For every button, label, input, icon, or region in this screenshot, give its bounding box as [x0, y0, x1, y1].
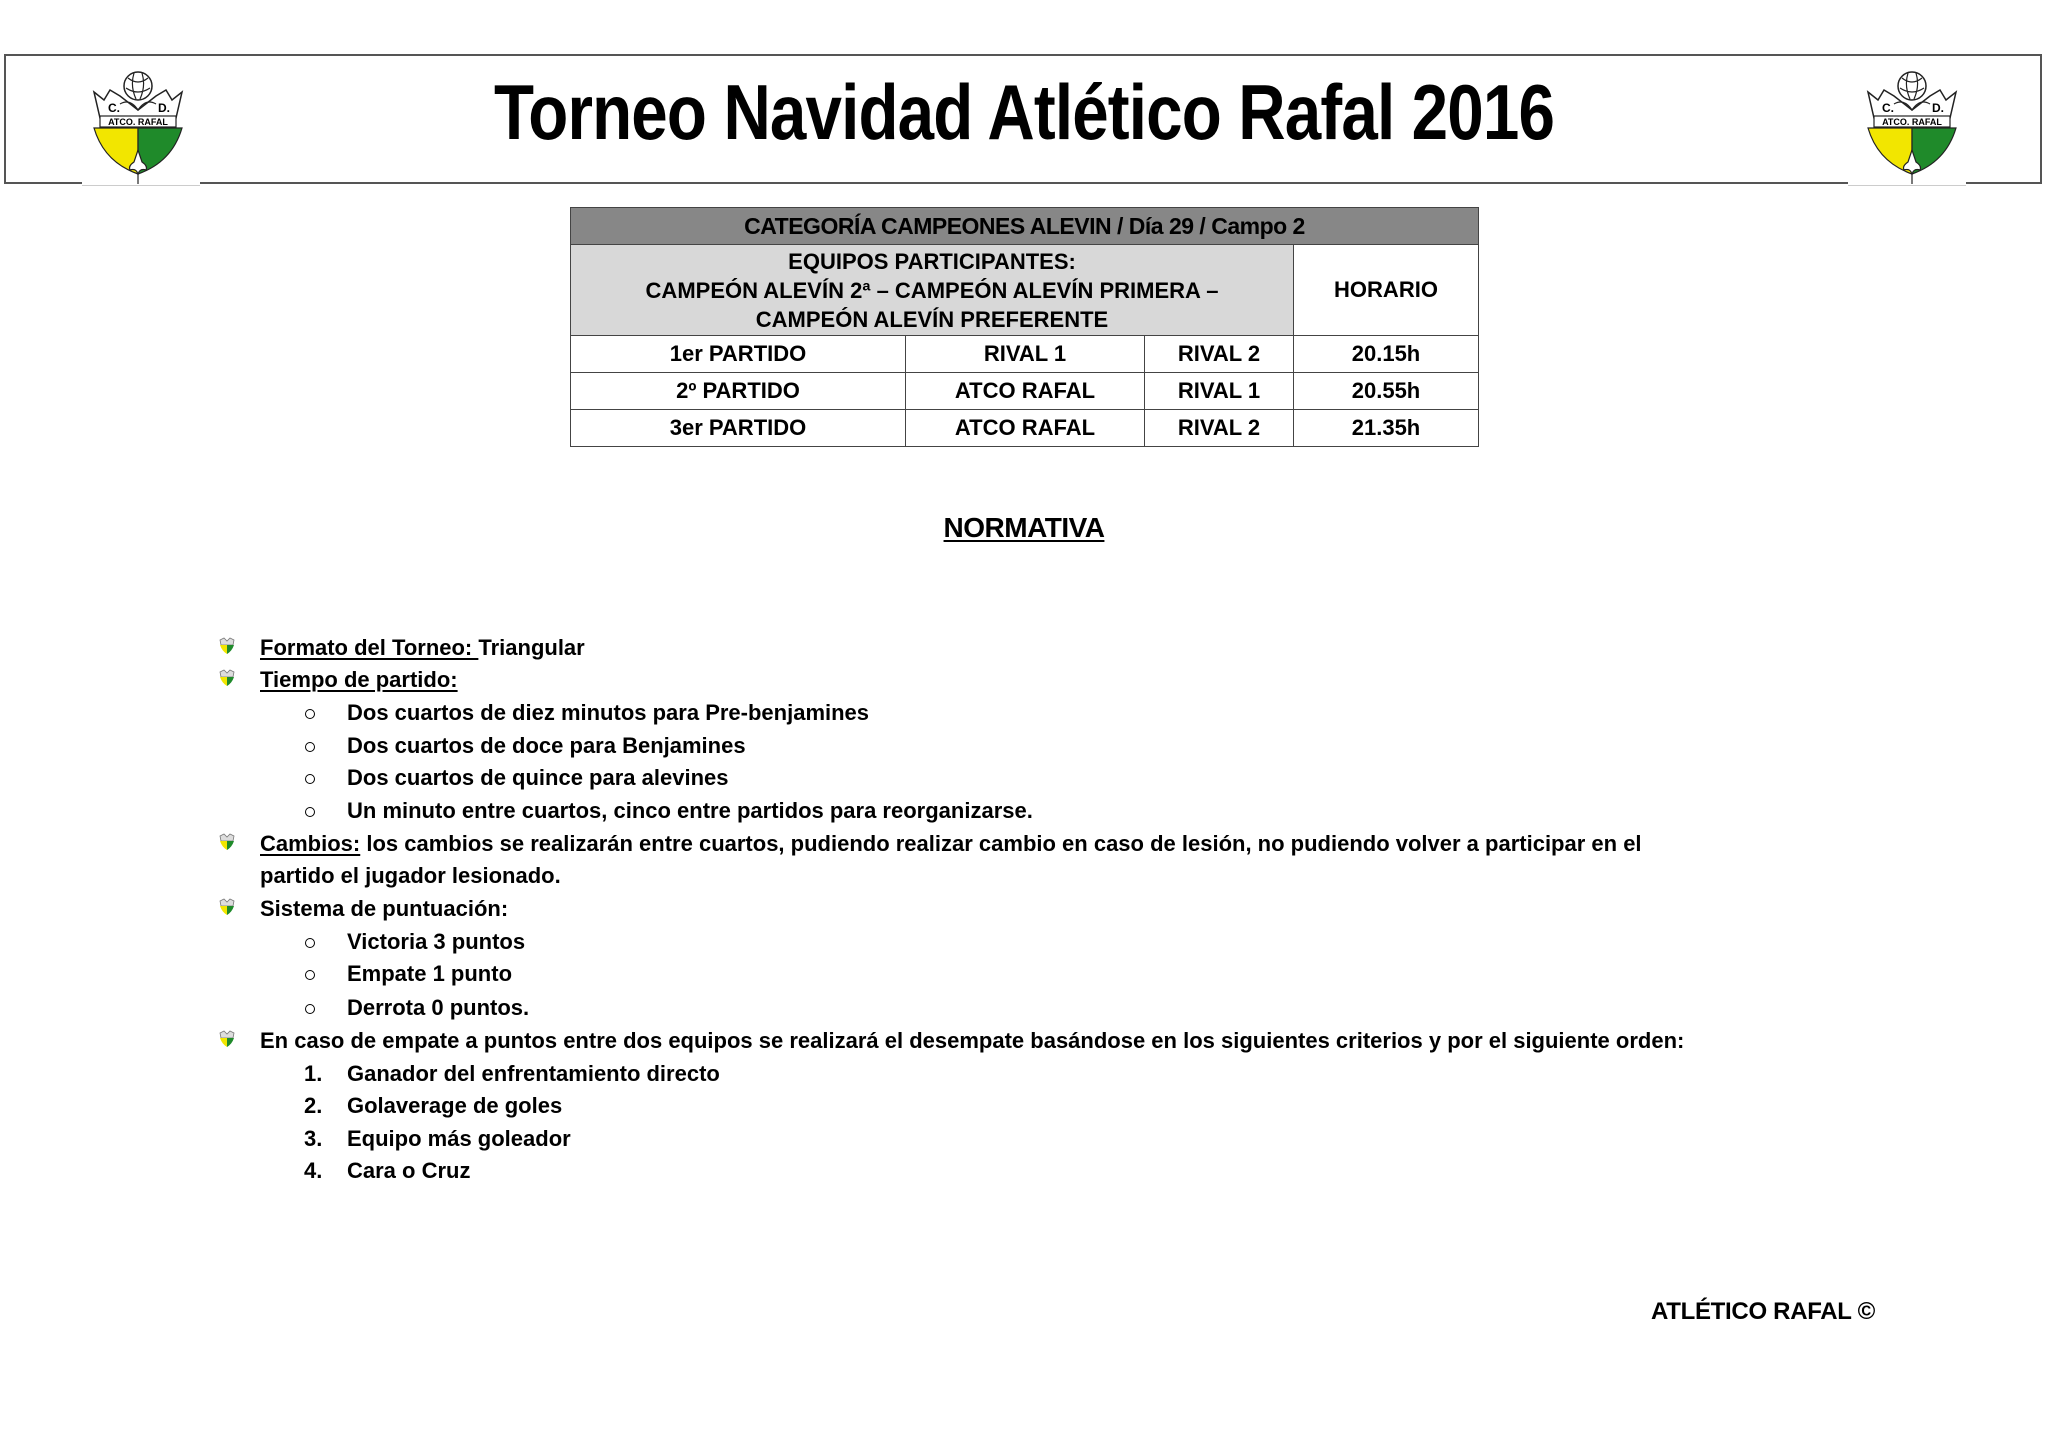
rules-heading-text: NORMATIVA: [943, 512, 1105, 543]
tiebreak-item: Cara o Cruz: [347, 1158, 471, 1183]
teams-row: [571, 245, 1479, 336]
time-item: Dos cuartos de quince para alevines: [347, 765, 729, 790]
match-label: 3er PARTIDO: [571, 410, 906, 447]
scoring-item: Derrota 0 puntos.: [347, 995, 530, 1020]
category-header-row: [571, 208, 1479, 245]
tiebreak-number: 3.: [304, 1126, 323, 1151]
rule-format: [260, 635, 585, 661]
circle-bullet-icon: [305, 709, 315, 719]
teams-cell: [571, 245, 1294, 336]
svg-text:D.: D.: [1932, 101, 1944, 115]
home-team: RIVAL 1: [906, 336, 1145, 373]
circle-bullet-icon: [305, 807, 315, 817]
time-item: Dos cuartos de doce para Benjamines: [347, 733, 746, 758]
rule-changes: [260, 831, 1642, 857]
match-label: 1er PARTIDO: [571, 336, 906, 373]
tiebreak-number: 1.: [304, 1061, 323, 1086]
home-team: ATCO RAFAL: [906, 410, 1145, 447]
schedule-table: [570, 207, 1479, 447]
category-header: [571, 208, 1479, 245]
away-team: RIVAL 2: [1145, 410, 1294, 447]
rule-time-label: Tiempo de partido:: [260, 667, 458, 692]
footer-copyright: ATLÉTICO RAFAL ©: [1651, 1298, 1875, 1325]
rule-changes-label: Cambios:: [260, 831, 361, 856]
home-team: ATCO RAFAL: [906, 373, 1145, 410]
svg-text:ATCO. RAFAL: ATCO. RAFAL: [1882, 117, 1942, 127]
rules-heading: [0, 512, 2048, 544]
svg-text:C.: C.: [108, 101, 120, 115]
tiebreak-number: 4.: [304, 1158, 323, 1183]
crest-bullet-icon: [218, 668, 236, 688]
svg-text:C.: C.: [1882, 101, 1894, 115]
rule-scoring-label: Sistema de puntuación:: [260, 896, 509, 921]
rule-format-label: Formato del Torneo:: [260, 635, 479, 660]
match-time: 21.35h: [1294, 410, 1479, 447]
category-title: CATEGORÍA CAMPEONES ALEVIN / Día 29 / Campo 2: [744, 212, 1305, 239]
rule-tiebreak: En caso de empate a puntos entre dos equipos se realizará el desempate basándose en los siguientes criterios y por el siguiente orden:: [260, 1028, 1685, 1053]
circle-bullet-icon: [305, 970, 315, 980]
rule-changes-text: los cambios se realizarán entre cuartos, pudiendo realizar cambio en caso de lesión, no pudiendo volver a participar en el: [360, 831, 1642, 856]
scoring-item: Empate 1 punto: [347, 961, 513, 986]
crest-bullet-icon: [218, 636, 236, 656]
tiebreak-item: Ganador del enfrentamiento directo: [347, 1061, 720, 1086]
circle-bullet-icon: [305, 1004, 315, 1014]
scoring-item: Victoria 3 puntos: [347, 929, 526, 954]
page-title: [0, 66, 2048, 158]
schedule-header: HORARIO: [1294, 245, 1479, 336]
match-time: 20.15h: [1294, 336, 1479, 373]
circle-bullet-icon: [305, 774, 315, 784]
rule-format-value: Triangular: [478, 635, 585, 660]
match-label: 2º PARTIDO: [571, 373, 906, 410]
teams-line: CAMPEÓN ALEVÍN PREFERENTE: [755, 306, 1109, 332]
rule-time: [260, 667, 458, 693]
svg-text:ATCO. RAFAL: ATCO. RAFAL: [108, 117, 168, 127]
crest-bullet-icon: [218, 832, 236, 852]
crest-bullet-icon: [218, 1029, 236, 1049]
page-title-text: Torneo Navidad Atlético Rafal 2016: [493, 68, 1555, 156]
circle-bullet-icon: [305, 742, 315, 752]
crest-bullet-icon: [218, 897, 236, 917]
table-row: [571, 373, 1479, 410]
teams-line: CAMPEÓN ALEVÍN 2ª – CAMPEÓN ALEVÍN PRIMERA –: [645, 277, 1219, 303]
tiebreak-number: 2.: [304, 1093, 323, 1118]
teams-title: EQUIPOS PARTICIPANTES:: [788, 248, 1076, 274]
away-team: RIVAL 1: [1145, 373, 1294, 410]
time-item: Un minuto entre cuartos, cinco entre partidos para reorganizarse.: [347, 798, 1033, 823]
table-row: [571, 336, 1479, 373]
tiebreak-item: Golaverage de goles: [347, 1093, 563, 1118]
circle-bullet-icon: [305, 938, 315, 948]
away-team: RIVAL 2: [1145, 336, 1294, 373]
table-row: [571, 410, 1479, 447]
svg-text:D.: D.: [158, 101, 170, 115]
time-item: Dos cuartos de diez minutos para Pre-benjamines: [347, 700, 870, 725]
rule-changes-continued: partido el jugador lesionado.: [260, 863, 561, 888]
tiebreak-item: Equipo más goleador: [347, 1126, 571, 1151]
match-time: 20.55h: [1294, 373, 1479, 410]
